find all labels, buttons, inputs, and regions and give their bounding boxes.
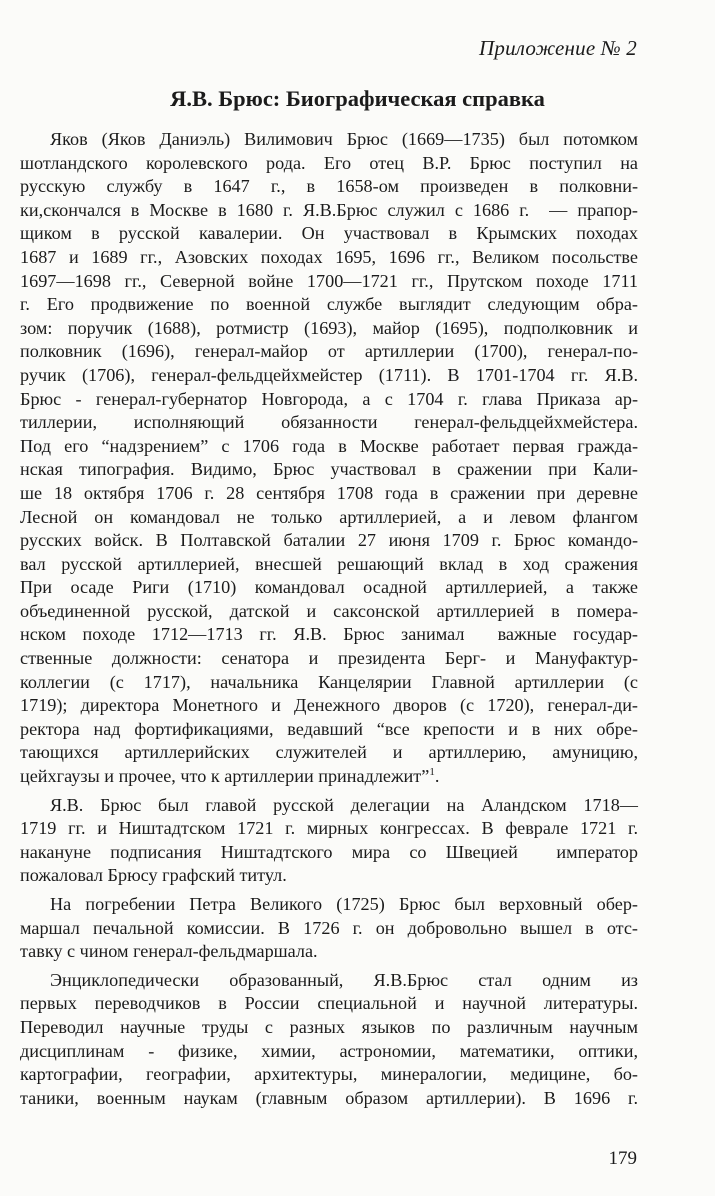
text-line: Брюс - генерал-губернатор Новгорода, а с 1704 г. глава Приказа ар-: [20, 388, 638, 409]
text-line: тиллерии, исполняющий обязанности генерал-фельдцейхмейстера.: [20, 412, 638, 433]
text-line: нском походе 1712—1713 гг. Я.В. Брюс занимал важные государ-: [20, 624, 638, 645]
text-line: ректора над фортификациями, ведавший “все крепости и в них обре-: [20, 718, 638, 739]
text-line: дисциплинам - физике, химии, астрономии, математики, оптики,: [20, 1040, 638, 1061]
text-line: Под его “надзрением” с 1706 года в Москве работает первая гражда-: [20, 435, 638, 456]
text-line: 1719 гг. и Ништадтском 1721 г. мирных конгрессах. В феврале 1721 г.: [20, 818, 638, 839]
paragraph: [20, 969, 638, 1111]
text-line: ручик (1706), генерал-фельдцейхмейстер (1711). В 1701-1704 гг. Я.В.: [20, 364, 638, 385]
text-line: картографии, географии, архитектуры, минералогии, медицине, бо-: [20, 1064, 638, 1085]
text-line: маршал печальной комиссии. В 1726 г. он добровольно вышел в отс-: [20, 917, 638, 938]
text-line: ки,скончался в Москве в 1680 г. Я.В.Брюс служил с 1686 г. — прапор-: [20, 199, 638, 220]
text-line: щиком в русской кавалерии. Он участвовал в Крымских походах: [20, 223, 638, 244]
text-line: На погребении Петра Великого (1725) Брюс был верховный обер-: [50, 894, 638, 914]
text-line: При осаде Риги (1710) командовал осадной артиллерией, а также: [20, 577, 638, 598]
text-line: цейхгаузы и прочее, что к артиллерии принадлежит”$^1$.: [20, 765, 440, 787]
text-line: нская типография. Видимо, Брюс участвовал в сражении при Кали-: [20, 459, 638, 480]
text-line: Лесной он командовал не только артиллерией, а и левом флангом: [20, 506, 638, 527]
text-line: Переводил научные труды с разных языков по различным научным: [20, 1016, 638, 1037]
text-line: накануне подписания Ништадтского мира со Швецией император: [20, 841, 638, 862]
page-number: 179: [608, 1148, 637, 1169]
text-line: пожаловал Брюсу графский титул.: [20, 865, 287, 886]
paragraph: [20, 128, 638, 789]
paragraph: [20, 794, 638, 888]
text-line: тающихся артиллерийских служителей и артиллерию, амуницию,: [20, 742, 638, 763]
text-line: 1687 и 1689 гг., Азовских походах 1695, 1696 гг., Великом посольстве: [20, 246, 638, 267]
text-line: русскую службу в 1647 г., в 1658-ом произведен в полковни-: [20, 176, 638, 197]
paragraph: [20, 893, 638, 964]
text-line: 1697—1698 гг., Северной войне 1700—1721 гг., Прутском походе 1711: [20, 270, 638, 291]
text-line: Яков (Яков Даниэль) Вилимович Брюс (1669—1735) был потомком: [50, 129, 638, 149]
text-line: зом: поручик (1688), ротмистр (1693), майор (1695), подполковник и: [20, 317, 638, 338]
page-title: Я.В. Брюс: Биографическая справка: [170, 86, 545, 111]
text-line: объединенной русской, датской и саксонской артиллерией в помера-: [20, 600, 638, 621]
text-line: 1719); директора Монетного и Денежного дворов (с 1720), генерал-ди-: [20, 695, 638, 716]
running-header: Приложение № 2: [479, 36, 637, 60]
footnote-mark[interactable]: 1: [429, 765, 435, 778]
text-line: вал русской артиллерией, внесшей решающий вклад в ход сражения: [20, 553, 638, 574]
text-line: Я.В. Брюс был главой русской делегации на Аландском 1718—: [50, 794, 638, 815]
text-line: полковник (1696), генерал-майор от артиллерии (1700), генерал-по-: [20, 341, 638, 362]
text-line: русских войск. В Полтавской баталии 27 июня 1709 г. Брюс командо-: [20, 530, 638, 551]
text-line: г. Его продвижение по военной службе выглядит следующим обра-: [20, 294, 638, 315]
text-line: таники, военным наукам (главным образом артиллерии). В 1696 г.: [20, 1087, 638, 1108]
text-line: Энциклопедически образованный, Я.В.Брюс стал одним из: [50, 969, 638, 990]
text-line: первых переводчиков в России специальной и научной литературы.: [20, 993, 638, 1014]
text-line: ственные должности: сенатора и президента Берг- и Мануфактур-: [20, 648, 638, 669]
body-text: [20, 128, 638, 1115]
text-line: коллегии (с 1717), начальника Канцелярии Главной артиллерии (с: [20, 671, 638, 692]
text-line: ше 18 октября 1706 г. 28 сентября 1708 года в сражении при деревне: [20, 482, 638, 503]
text-line: тавку с чином генерал-фельдмаршала.: [20, 941, 318, 962]
text-line: шотландского королевского рода. Его отец В.Р. Брюс поступил на: [20, 152, 638, 173]
